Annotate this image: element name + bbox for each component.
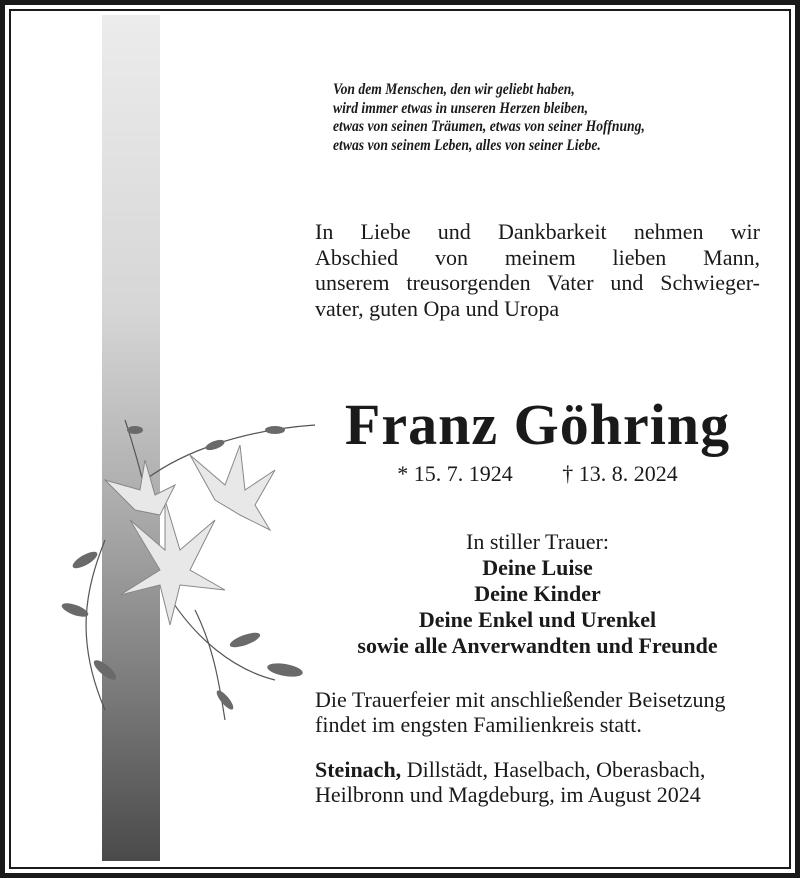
places-line2: Heilbronn und Magdeburg, im August 2024 bbox=[315, 782, 701, 807]
deceased-name: Franz Göhring bbox=[344, 392, 731, 457]
mourner: Deine Luise bbox=[482, 555, 593, 580]
ceremony-line: findet im engsten Familienkreis statt. bbox=[315, 712, 642, 737]
places-date bbox=[315, 757, 705, 807]
quote-line: wird immer etwas in unseren Herzen bleiben, bbox=[333, 99, 589, 117]
quote-line: etwas von seinen Träumen, etwas von seiner Hoffnung, bbox=[333, 118, 645, 135]
ceremony-note bbox=[315, 687, 726, 737]
mourners bbox=[305, 529, 770, 659]
memorial-quote bbox=[333, 81, 645, 155]
death-date: † 13. 8. 2024 bbox=[562, 461, 678, 486]
ceremony-line: Die Trauerfeier mit anschließender Beisetzung bbox=[315, 687, 726, 712]
birth-date: * 15. 7. 1924 bbox=[397, 461, 513, 486]
mourners-heading: In stiller Trauer: bbox=[466, 529, 609, 554]
intro-text bbox=[315, 219, 760, 321]
intro-line: unserem treusorgenden Vater und Schwieger- bbox=[315, 270, 760, 295]
places-rest: Dillstädt, Haselbach, Oberasbach, bbox=[401, 757, 706, 782]
mourner: Deine Enkel und Urenkel bbox=[418, 607, 657, 632]
intro-line: Abschied von meinem lieben Mann, bbox=[315, 244, 760, 270]
quote-line: Von dem Menschen, den wir geliebt haben, bbox=[333, 81, 575, 98]
mourner: sowie alle Anverwandten und Freunde bbox=[357, 633, 718, 658]
intro-line: In Liebe und Dankbarkeit nehmen wir bbox=[315, 219, 760, 244]
obituary-frame bbox=[5, 5, 795, 873]
mourner: Deine Kinder bbox=[474, 581, 601, 606]
lily-bouquet-image bbox=[45, 390, 315, 730]
intro-line: vater, guten Opa und Uropa bbox=[315, 295, 560, 321]
place-main: Steinach, bbox=[315, 757, 402, 782]
life-dates bbox=[305, 461, 770, 487]
quote-line: etwas von seinem Leben, alles von seiner Liebe. bbox=[333, 136, 601, 154]
